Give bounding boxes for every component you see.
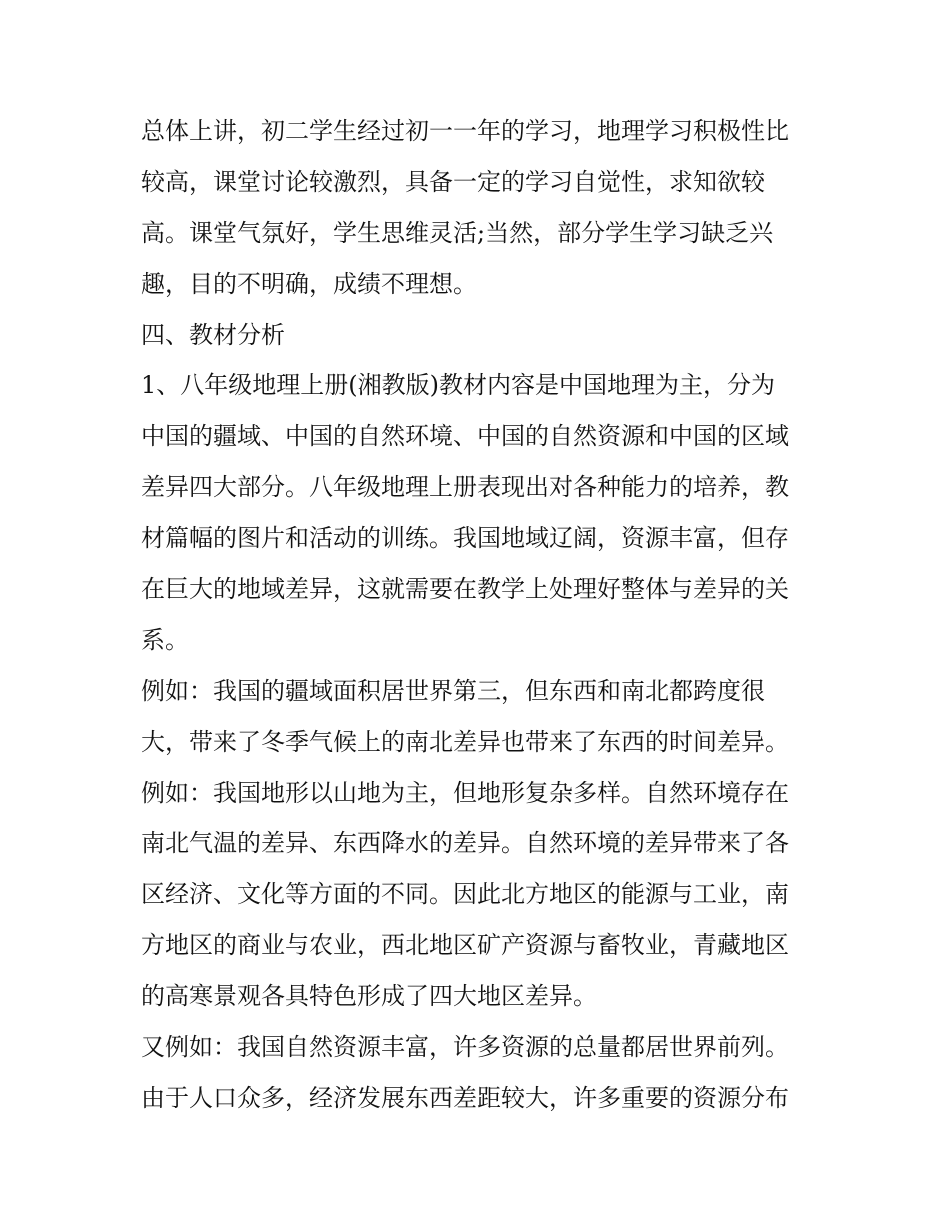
text-line: 系。 bbox=[141, 625, 189, 654]
text-line: 大，带来了冬季气候上的南北差异也带来了东西的时间差异。 bbox=[141, 727, 789, 756]
text-line: 高。课堂气氛好，学生思维灵活;当然，部分学生学习缺乏兴 bbox=[141, 218, 774, 247]
text-line: 较高，课堂讨论较激烈，具备一定的学习自觉性，求知欲较 bbox=[141, 167, 765, 196]
text-line: 例如：我国的疆域面积居世界第三，但东西和南北都跨度很 bbox=[141, 676, 765, 705]
text-line: 南北气温的差异、东西降水的差异。自然环境的差异带来了各 bbox=[141, 829, 789, 858]
text-line: 的高寒景观各具特色形成了四大地区差异。 bbox=[141, 982, 597, 1011]
text-line: 材篇幅的图片和活动的训练。我国地域辽阔，资源丰富，但存 bbox=[141, 524, 789, 553]
section-heading: 四、教材分析 bbox=[141, 320, 285, 349]
text-line: 例如：我国地形以山地为主，但地形复杂多样。自然环境存在 bbox=[141, 778, 789, 807]
text-line: 又例如：我国自然资源丰富，许多资源的总量都居世界前列。 bbox=[141, 1033, 789, 1062]
text-line: 方地区的商业与农业，西北地区矿产资源与畜牧业，青藏地区 bbox=[141, 931, 789, 960]
text-line: 趣，目的不明确，成绩不理想。 bbox=[141, 269, 477, 298]
text-line: 1、八年级地理上册(湘教版)教材内容是中国地理为主，分为 bbox=[141, 371, 775, 400]
text-line: 在巨大的地域差异，这就需要在教学上处理好整体与差异的关 bbox=[141, 575, 789, 604]
text-line: 总体上讲，初二学生经过初一一年的学习，地理学习积极性比 bbox=[141, 117, 789, 145]
text-line: 差异四大部分。八年级地理上册表现出对各种能力的培养，教 bbox=[141, 473, 789, 502]
text-line: 区经济、文化等方面的不同。因此北方地区的能源与工业，南 bbox=[141, 880, 789, 909]
text-line: 由于人口众多，经济发展东西差距较大，许多重要的资源分布 bbox=[141, 1083, 789, 1112]
text-line: 中国的疆域、中国的自然环境、中国的自然资源和中国的区域 bbox=[141, 422, 789, 451]
document-body bbox=[141, 106, 821, 1124]
